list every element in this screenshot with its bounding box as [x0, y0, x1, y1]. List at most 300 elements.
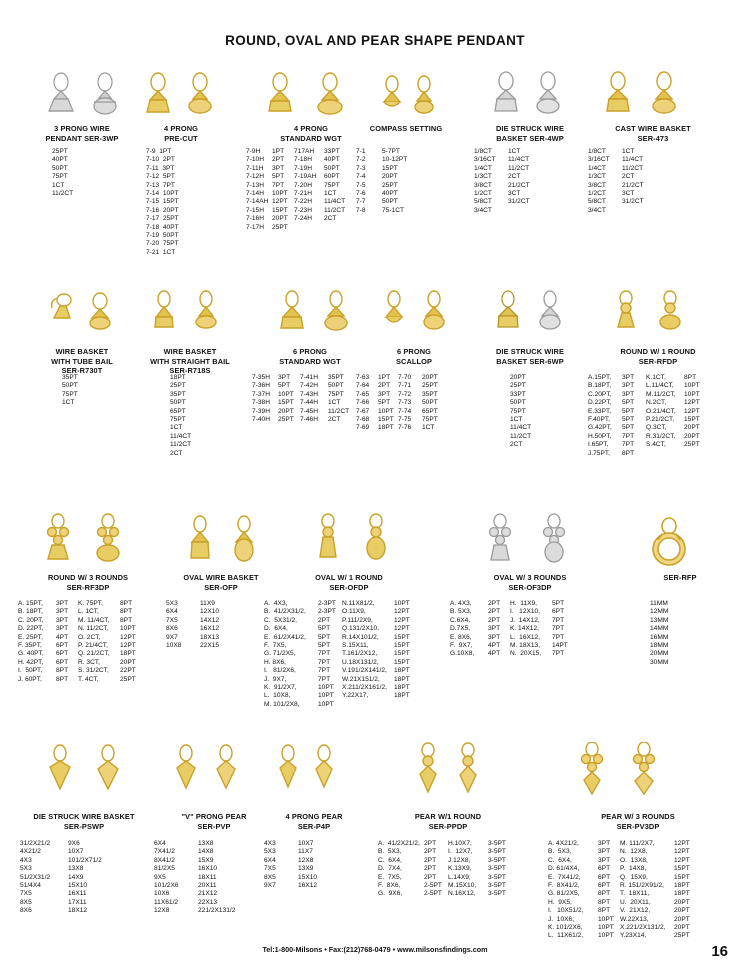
size-entry: 33PT: [324, 148, 340, 155]
size-entry: 7-13 7PT: [146, 181, 175, 189]
size-column: [300, 374, 328, 424]
size-entry: 20PT: [120, 658, 136, 666]
size-column: [264, 840, 298, 890]
artwork-die-struck-wire-basket-4wp: [480, 68, 580, 120]
size-entry: 31/2CT: [622, 198, 644, 206]
size-entry: 4X21/2: [20, 848, 41, 856]
size-entry: 5PT: [552, 600, 565, 607]
size-entry: 7-18 40PT: [146, 223, 179, 231]
size-entry: 3CT: [508, 190, 521, 198]
size-column: [674, 840, 698, 941]
size-entry: 20PT: [684, 432, 700, 440]
size-entry: 12PT: [394, 616, 410, 624]
artwork-round-w-1-round: [598, 288, 708, 338]
size-entry: H.10X7,: [448, 840, 472, 847]
size-entry: M. 101/2X8,: [264, 700, 300, 708]
size-entry: 7-69: [356, 424, 370, 432]
size-column: [552, 600, 576, 659]
size-entry: 12PT: [272, 198, 288, 206]
size-entry: F. 8X6,: [378, 882, 401, 890]
size-column: [448, 840, 488, 899]
size-entry: E. 7X41/2,: [548, 873, 581, 881]
size-list: [474, 148, 586, 215]
size-entry: 1PT: [272, 148, 285, 155]
size-entry: V. 21X12,: [620, 907, 651, 915]
size-entry: 10PT: [598, 924, 614, 932]
size-column: [356, 148, 382, 215]
size-entry: 9X7: [264, 882, 276, 890]
size-entry: 25PT: [272, 223, 288, 231]
size-entry: 7PT: [272, 181, 285, 189]
size-entry: [646, 450, 684, 458]
product-group-caption: 6 PRONG STANDARD WGT: [279, 347, 341, 366]
size-entry: F. 8X41/2,: [548, 882, 580, 890]
size-entry: 3-5PT: [488, 865, 506, 873]
size-column: [646, 374, 684, 458]
size-list: [356, 374, 472, 433]
product-group-caption: 4 PRONG PRE-CUT: [164, 124, 198, 143]
size-entry: 75PT: [510, 407, 526, 415]
product-group-caption: 6 PRONG SCALLOP: [395, 347, 432, 366]
size-entry: 10PT: [278, 390, 294, 398]
size-entry: 13X8: [198, 840, 214, 847]
size-column: [68, 840, 116, 916]
size-entry: 15PT: [674, 865, 690, 873]
size-entry: 2CT: [622, 173, 635, 181]
size-entry: C. 6X4,: [548, 856, 572, 864]
size-entry: L.14X9,: [448, 873, 471, 881]
size-entry: 3PT: [278, 374, 291, 381]
size-entry: 7-16 20PT: [146, 206, 179, 214]
size-column: [328, 374, 356, 424]
size-entry: 7PT: [552, 633, 565, 641]
size-entry: 7-66: [356, 399, 370, 407]
size-entry: 15X10: [298, 873, 318, 881]
size-entry: 12X8: [298, 856, 314, 864]
size-entry: E. 61/2X41/2,: [264, 633, 306, 641]
size-entry: 20PT: [674, 924, 690, 932]
size-entry: 7-70: [398, 374, 412, 381]
size-column: [52, 148, 112, 198]
size-entry: 16X12: [200, 625, 220, 633]
size-entry: J.75PT,: [588, 449, 610, 457]
size-entry: J. 10X6,: [548, 915, 575, 923]
size-entry: 8PT: [120, 600, 133, 607]
product-group-caption: ROUND W/ 1 ROUND SER-RFDP: [620, 347, 696, 366]
size-entry: 2CT: [170, 449, 183, 457]
size-entry: 7-14H: [246, 190, 264, 198]
size-entry: 10X7: [68, 848, 84, 856]
size-entry: 9X6: [68, 840, 80, 847]
size-list: [378, 840, 518, 899]
size-entry: 25PT: [170, 382, 186, 390]
size-entry: T. 18X11,: [620, 890, 650, 898]
size-entry: 81/2X5: [154, 865, 175, 873]
size-entry: D. 61/4X4,: [548, 865, 580, 873]
artwork-4-prong-pear: [262, 742, 352, 798]
size-entry: 4PT: [488, 650, 501, 658]
size-entry: 1CT: [422, 424, 435, 432]
size-column: [488, 600, 510, 659]
size-entry: 25PT: [422, 382, 438, 390]
size-entry: 2PT: [424, 856, 437, 864]
size-entry: 12PT: [394, 625, 410, 633]
size-entry: 5PT: [318, 642, 331, 650]
size-entry: C. 5X31/2,: [264, 616, 297, 624]
size-entry: 20PT: [510, 374, 526, 381]
size-entry: 6X4: [166, 608, 178, 616]
size-list: [154, 840, 274, 916]
size-list: [126, 148, 236, 257]
size-entry: Q. 21/2CT,: [78, 650, 110, 658]
size-entry: 7-19 50PT: [146, 232, 179, 240]
size-column: [20, 840, 68, 916]
size-entry: 13X9: [298, 865, 314, 873]
size-entry: I.65PT,: [588, 441, 609, 449]
size-entry: N.11X81/2,: [342, 600, 375, 607]
size-entry: 7-65: [356, 390, 370, 398]
size-entry: D.7X5,: [450, 625, 471, 633]
size-entry: 15PT: [272, 206, 288, 214]
size-list: [548, 840, 728, 941]
size-column: [154, 840, 198, 916]
size-entry: 14X9: [68, 873, 84, 881]
size-entry: 4PT: [56, 633, 69, 641]
size-entry: 5PT: [622, 399, 635, 407]
size-entry: A. 4X21/2,: [548, 840, 579, 847]
size-entry: 10PT: [318, 700, 334, 708]
size-entry: 18PT: [674, 882, 690, 890]
size-entry: 10X8: [166, 642, 182, 650]
size-entry: R. 3CT,: [78, 658, 100, 666]
size-entry: 31/2X21/2: [20, 840, 51, 847]
size-entry: 18MM: [650, 642, 669, 650]
size-entry: 5PT: [622, 424, 635, 432]
size-entry: 1CT: [328, 399, 341, 407]
size-entry: 7PT: [318, 675, 331, 683]
size-entry: 10-12PT: [382, 156, 408, 164]
size-entry: 7-14AH: [246, 198, 269, 206]
size-entry: 7-20 75PT: [146, 240, 179, 248]
size-entry: 8X6: [166, 625, 178, 633]
product-group-caption: CAST WIRE BASKET SER-473: [615, 124, 691, 143]
size-column: [342, 600, 394, 709]
product-group-caption: COMPASS SETTING: [369, 124, 443, 133]
size-entry: F. 9X7,: [450, 642, 473, 650]
size-entry: 7-68: [356, 416, 370, 424]
size-entry: I. 81/2X6,: [264, 667, 296, 675]
size-entry: 7-12 5PT: [146, 173, 175, 181]
size-entry: A. 41/2X21/2,: [378, 840, 420, 847]
size-column: [166, 600, 200, 650]
artwork-oval-wire-basket: [172, 512, 282, 570]
size-entry: 20PT: [278, 407, 294, 415]
size-column: [120, 600, 144, 684]
size-entry: 3/8CT: [588, 181, 606, 189]
size-entry: C. 20PT,: [18, 616, 44, 624]
size-entry: 18PT: [394, 667, 410, 675]
size-list: [20, 840, 148, 916]
size-column: [198, 840, 246, 916]
size-list: [620, 600, 740, 667]
size-entry: 717AH: [294, 148, 315, 155]
size-entry: 1/4CT: [474, 164, 492, 172]
artwork-ser-rfp: [624, 512, 714, 570]
size-entry: 20PT: [382, 173, 398, 181]
size-entry: 18X11: [198, 873, 217, 881]
size-entry: 18X13: [200, 633, 220, 641]
size-column: [394, 600, 418, 709]
size-entry: 1/8CT: [474, 148, 492, 155]
size-entry: 11/4CT: [508, 156, 530, 164]
artwork-4-prong-pre-cut: [128, 68, 238, 120]
size-entry: 35PT: [422, 390, 438, 398]
size-entry: A.15PT,: [588, 374, 612, 381]
size-entry: 5PT: [318, 633, 331, 641]
size-entry: N. 11/2CT,: [78, 625, 109, 633]
size-entry: 7-76: [398, 424, 412, 432]
size-entry: 8PT: [622, 449, 635, 457]
size-entry: 12X8: [154, 907, 170, 915]
size-entry: N.16X12,: [448, 890, 476, 898]
size-entry: 6PT: [552, 608, 565, 616]
size-column: [398, 374, 422, 433]
size-entry: 25PT: [684, 441, 700, 449]
size-entry: 8PT: [684, 374, 697, 381]
size-entry: 7-72: [398, 390, 412, 398]
size-entry: 7-23H: [294, 206, 312, 214]
size-entry: 15PT: [674, 873, 690, 881]
size-entry: 11/2CT: [52, 190, 74, 198]
size-column: [298, 840, 332, 890]
size-entry: 16MM: [650, 633, 669, 641]
size-entry: 9X7: [166, 633, 178, 641]
size-entry: 1/2CT: [588, 190, 606, 198]
size-column: [650, 600, 710, 667]
size-entry: [342, 701, 394, 709]
size-entry: 16X11: [68, 890, 87, 898]
size-entry: 15PT: [382, 164, 398, 172]
size-entry: J. 60PT,: [18, 675, 42, 683]
size-entry: 1CT: [170, 424, 183, 432]
size-entry: 7-1: [356, 148, 366, 155]
size-column: [146, 148, 216, 257]
footer-contact: Tel:1-800-Milsons • Fax:(212)768-0479 • www.milsonsfindings.com: [262, 945, 488, 954]
size-entry: 7-19AH: [294, 173, 317, 181]
size-entry: 40PT: [52, 156, 68, 164]
size-entry: 50PT: [510, 399, 526, 407]
product-group-caption: OVAL WIRE BASKET SER-OFP: [183, 573, 259, 592]
size-column: [510, 374, 550, 450]
size-entry: 6PT: [598, 873, 611, 881]
size-entry: G. 40PT,: [18, 650, 44, 658]
size-entry: 65PT: [422, 407, 438, 415]
size-entry: 7X41/2: [154, 848, 175, 856]
size-column: [588, 374, 622, 458]
size-entry: B. 5X3,: [378, 848, 402, 856]
size-entry: 2CT: [324, 215, 337, 223]
size-list: [252, 374, 368, 424]
size-entry: T. 4CT,: [78, 675, 99, 683]
size-column: [356, 374, 378, 433]
size-entry: 21/2CT: [508, 181, 530, 189]
size-entry: 7-22H: [294, 198, 312, 206]
size-entry: 7-63: [356, 374, 370, 381]
size-entry: 7-43H: [300, 390, 318, 398]
size-entry: K. 91/2X7,: [264, 684, 297, 692]
size-entry: 11MM: [650, 600, 668, 607]
size-entry: 3/4CT: [474, 206, 492, 214]
size-entry: 14MM: [650, 625, 669, 633]
size-entry: 20PT: [674, 898, 690, 906]
size-entry: 11/2CT: [328, 407, 350, 415]
size-entry: L.11/4CT,: [646, 382, 674, 390]
size-column: [200, 600, 234, 650]
size-entry: 75PT: [170, 416, 186, 424]
size-entry: [394, 701, 418, 709]
size-entry: 35PT: [170, 390, 186, 398]
size-entry: 3PT: [56, 625, 69, 633]
size-entry: F. 7X5,: [264, 642, 287, 650]
size-entry: 3PT: [622, 390, 635, 398]
size-column: [450, 600, 488, 659]
size-entry: 4X3: [264, 840, 276, 847]
product-group-caption: 4 PRONG STANDARD WGT: [280, 124, 342, 143]
size-entry: 10PT: [272, 190, 288, 198]
product-group-caption: DIE STRUCK WIRE BASKET SER-4WP: [495, 124, 564, 143]
size-entry: 7-10H: [246, 156, 264, 164]
artwork-v-prong-pear: [158, 742, 258, 798]
size-entry: 15PT: [394, 633, 410, 641]
size-entry: 7-42H: [300, 382, 318, 390]
size-column: [620, 840, 674, 941]
size-entry: 25PT: [510, 382, 526, 390]
size-entry: 7-21 1CT: [146, 248, 176, 256]
size-entry: I. 12X10,: [510, 608, 541, 616]
size-entry: 3/16CT: [474, 156, 496, 164]
size-column: [378, 840, 424, 899]
size-entry: J.12X8,: [448, 856, 471, 864]
size-entry: 7-21H: [294, 190, 312, 198]
size-list: [588, 374, 728, 458]
artwork-pear-w-3-rounds: [560, 742, 680, 798]
size-entry: 6X4: [154, 840, 166, 847]
size-entry: 3-5PT: [488, 856, 506, 864]
size-entry: 5PT: [378, 399, 391, 407]
size-column: [488, 840, 512, 899]
size-entry: C.6X4,: [450, 616, 471, 624]
size-entry: A. 15PT,: [18, 600, 43, 607]
size-entry: 5PT: [622, 416, 635, 424]
size-entry: 7PT: [318, 650, 331, 658]
product-group-caption: 3 PRONG WIRE PENDANT SER-3WP: [45, 124, 119, 143]
size-entry: 3PT: [56, 616, 69, 624]
size-entry: 7-12H: [246, 173, 264, 181]
artwork-oval-w-1-round: [300, 512, 410, 570]
size-entry: 8PT: [598, 907, 611, 915]
size-entry: 7-73: [398, 399, 412, 407]
size-entry: 3PT: [598, 848, 611, 856]
size-entry: 50PT: [52, 164, 68, 172]
size-entry: 15PT: [684, 416, 700, 424]
size-entry: 20MM: [650, 650, 669, 658]
size-entry: 7-20H: [294, 181, 312, 189]
size-column: [324, 148, 354, 232]
size-entry: 16X12: [298, 882, 318, 890]
size-entry: 10PT: [684, 390, 700, 398]
artwork-6-prong-standard-wgt: [262, 288, 372, 338]
size-entry: 5/8CT: [588, 198, 606, 206]
size-entry: 7-44H: [300, 399, 318, 407]
size-entry: I. 12X7,: [448, 848, 473, 856]
size-entry: 3PT: [378, 390, 391, 398]
size-entry: 50PT: [382, 198, 398, 206]
size-entry: 2-5PT: [424, 882, 442, 890]
size-entry: 35PT: [328, 374, 344, 381]
size-entry: L. 11X61/2,: [548, 932, 584, 940]
size-entry: 35PT: [62, 374, 78, 381]
size-entry: 10X7: [298, 840, 314, 847]
size-column: [588, 148, 622, 215]
size-column: [78, 600, 120, 684]
size-entry: W.21X151/2,: [342, 675, 380, 683]
size-entry: 7-17 25PT: [146, 215, 179, 223]
product-group-caption: WIRE BASKET WITH STRAIGHT BAIL SER-R718S: [150, 347, 230, 375]
size-entry: 3PT: [622, 374, 635, 381]
size-entry: 22X15: [200, 642, 220, 650]
size-entry: 1CT: [52, 181, 65, 189]
size-entry: 7-8: [356, 206, 366, 214]
size-entry: 7-11 3PT: [146, 164, 175, 172]
size-entry: 2PT: [318, 616, 331, 624]
size-entry: 7-14 10PT: [146, 190, 179, 198]
size-entry: 5X3: [166, 600, 178, 607]
size-entry: 7-74: [398, 407, 412, 415]
size-entry: 7X5: [264, 865, 276, 873]
size-entry: 75PT: [422, 416, 438, 424]
size-entry: 3PT: [488, 633, 501, 641]
size-entry: 7-17H: [246, 223, 264, 231]
size-entry: 75PT: [324, 181, 340, 189]
size-entry: 10PT: [684, 382, 700, 390]
size-entry: 5/8CT: [474, 198, 492, 206]
size-entry: 12PT: [394, 608, 410, 616]
size-column: [622, 374, 646, 458]
size-entry: 1CT: [508, 148, 521, 155]
size-entry: 18X12: [68, 907, 88, 915]
size-entry: 11/2CT: [170, 441, 192, 449]
size-entry: 50PT: [422, 399, 438, 407]
size-entry: J. 9X7,: [264, 675, 287, 683]
size-entry: 3PT: [272, 164, 285, 172]
size-entry: [684, 450, 708, 458]
size-entry: 12MM: [650, 608, 669, 616]
size-entry: L. 1CT,: [78, 608, 99, 616]
size-entry: 12PT: [120, 633, 136, 641]
size-entry: B. 18PT,: [18, 608, 43, 616]
size-column: [422, 374, 446, 433]
size-entry: 25PT: [52, 148, 68, 155]
size-entry: 11/2CT: [622, 164, 644, 172]
size-entry: Q.3CT,: [646, 424, 667, 432]
page-number: 16: [711, 943, 728, 960]
size-entry: L. 10X8,: [264, 692, 291, 700]
size-entry: 7-10 2PT: [146, 156, 175, 164]
size-entry: 50PT: [324, 164, 340, 172]
size-entry: 7-75: [398, 416, 412, 424]
size-entry: 18PT: [170, 374, 186, 381]
size-entry: D.22PT,: [588, 399, 612, 407]
